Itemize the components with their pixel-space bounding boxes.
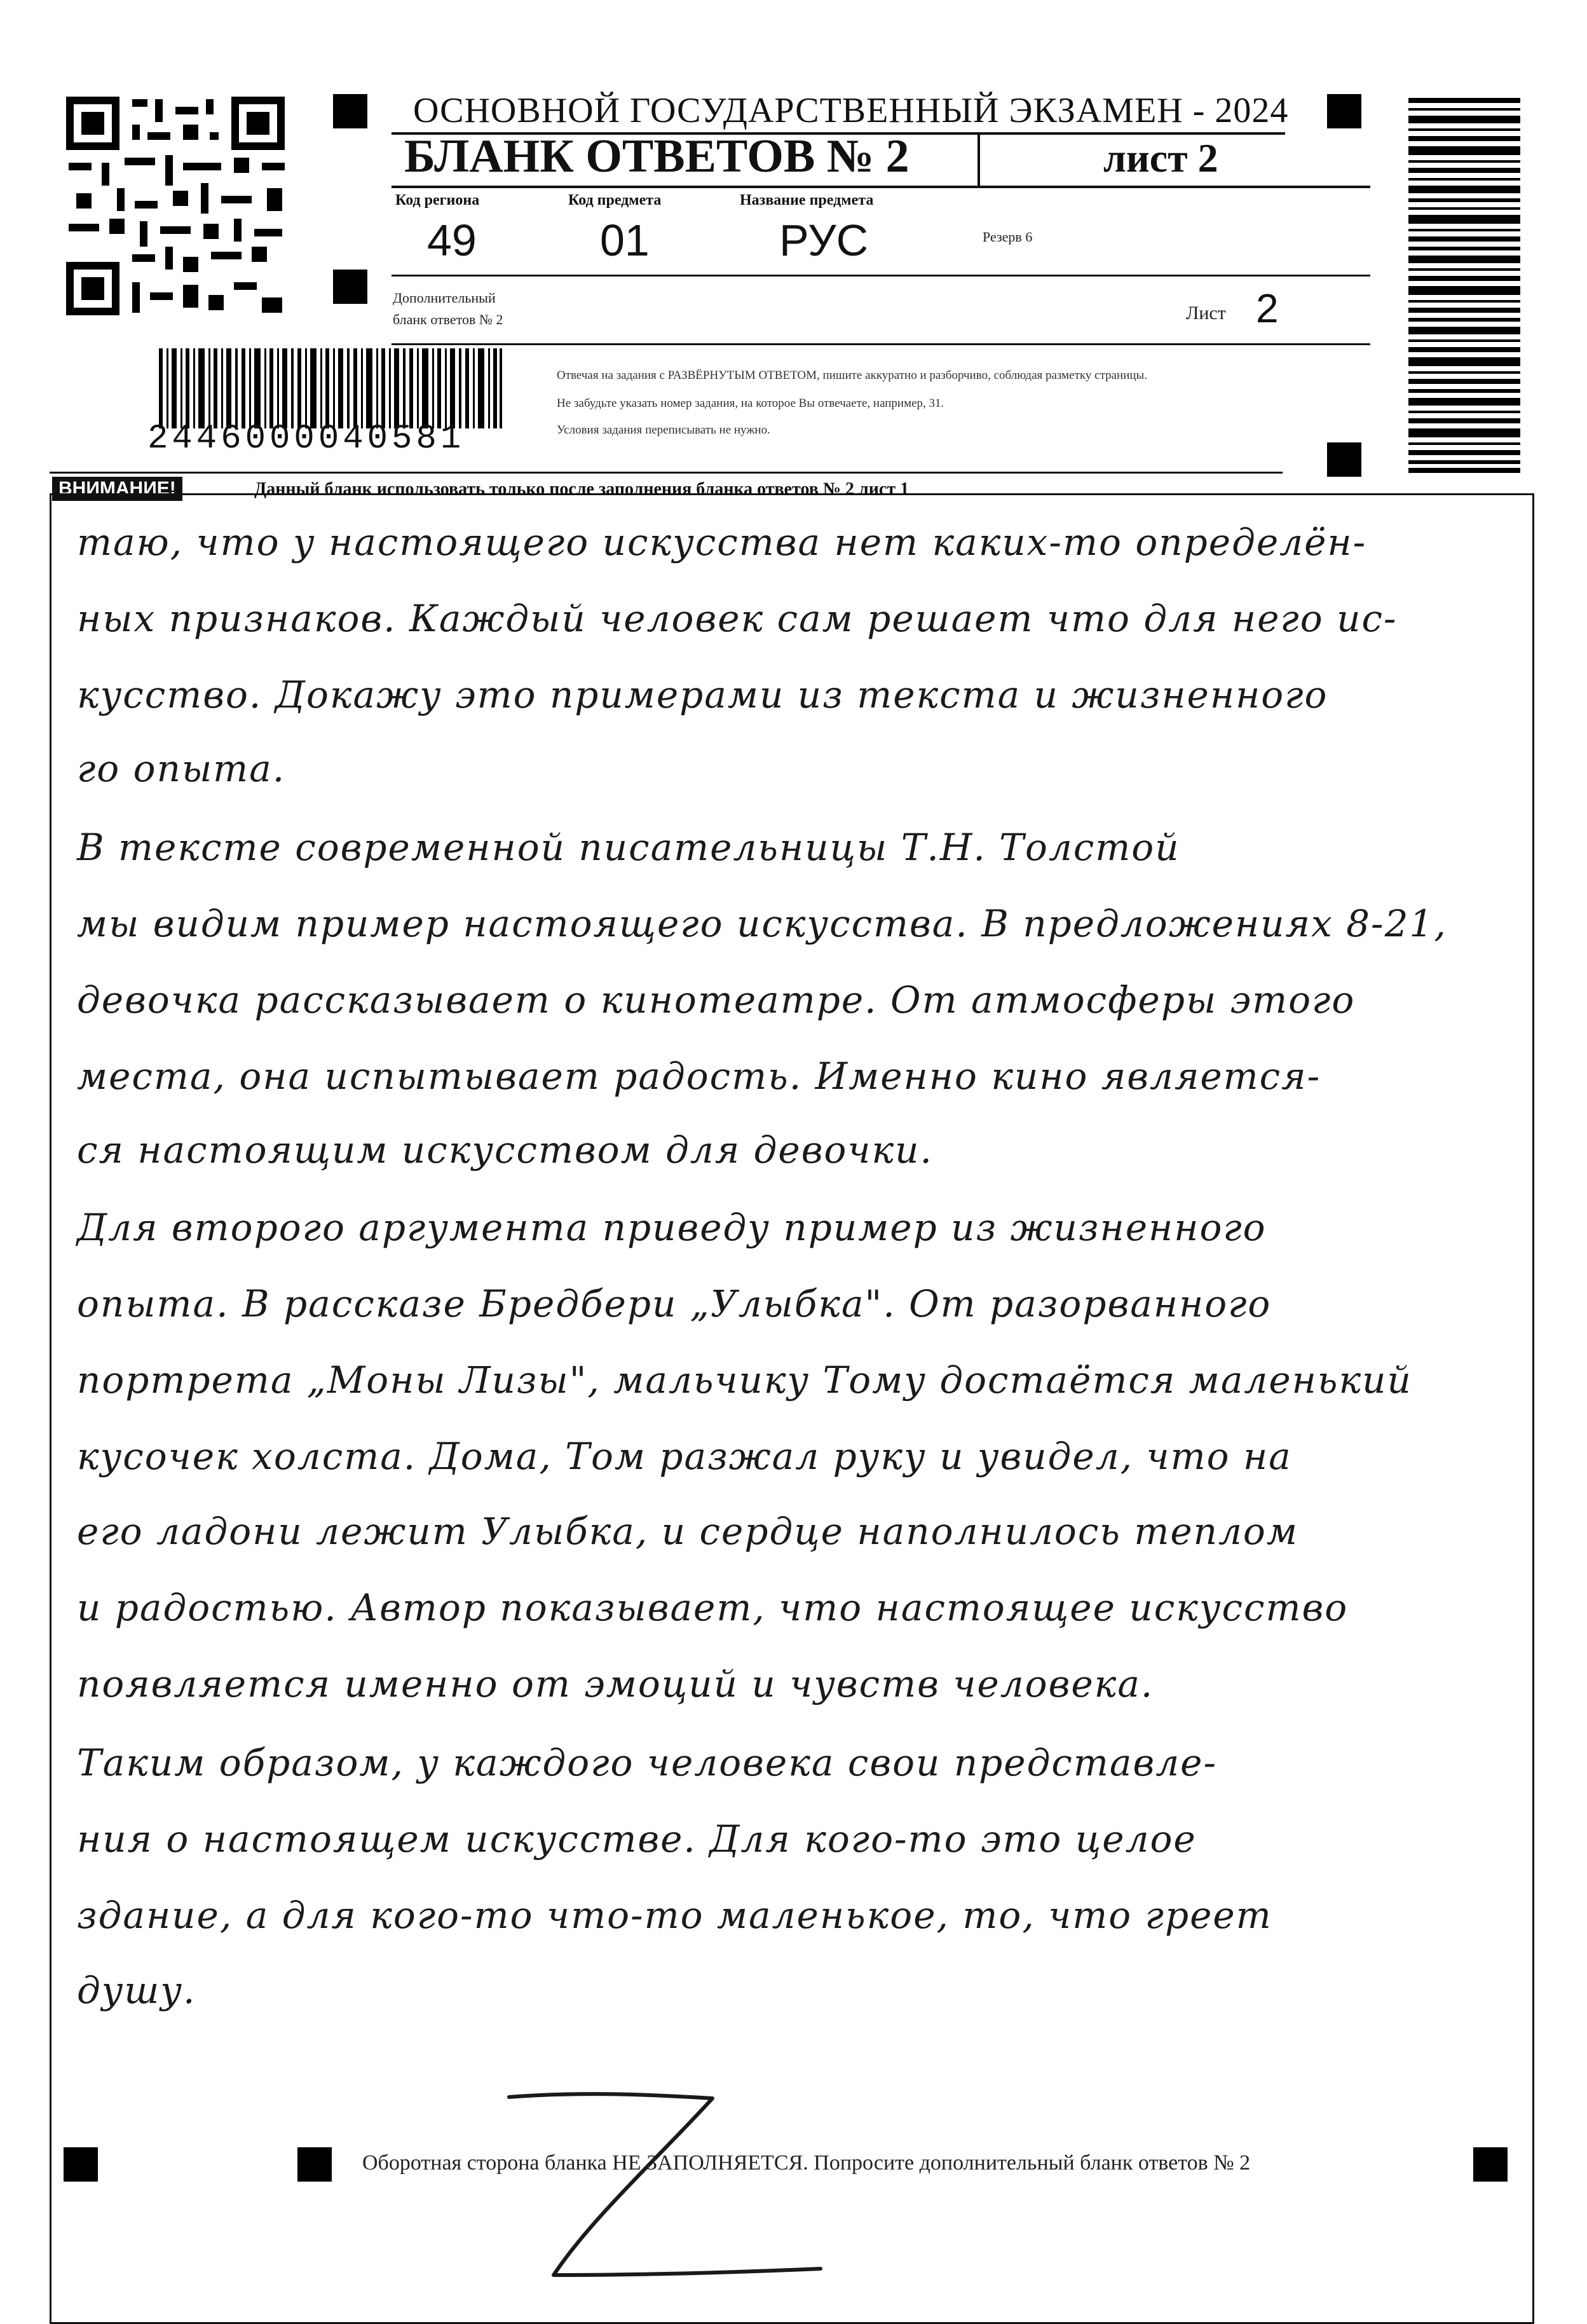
subject-code: 01 [600,215,650,265]
answer-line: портрета „Моны Лизы", мальчику Тому достаётся маленький [77,1358,1412,1402]
answer-line: здание, а для кого-то что-то маленькое, то, что греет [77,1894,1272,1937]
region-code-label: Код региона [395,192,480,208]
answer-line: душу. [77,1969,196,2012]
answer-line: и радостью. Автор показывает, что настоящее искусство [77,1586,1349,1629]
header-rule [392,186,1370,188]
answer-line: В тексте современной писательницы Т.Н. Толстой [77,826,1180,869]
answer-line: девочка рассказывает о кинотеатре. От атмосферы этого [77,978,1356,1022]
warning-text: Данный бланк использовать только после заполнения бланка ответов № 2 лист 1 [254,479,909,499]
additional-form-label: Дополнительный [393,290,496,306]
answer-line: опыта. В рассказе Бредбери „Улыбка". От разорванного [77,1282,1272,1325]
instruction-note: Не забудьте указать номер задания, на которое Вы отвечаете, например, 31. [557,397,944,410]
answer-line: Таким образом, у каждого человека свои представле- [77,1741,1218,1784]
answer-line: появляется именно от эмоций и чувств человека. [77,1662,1154,1705]
answer-line: ся настоящим искусством для девочки. [77,1128,933,1172]
sheet-number: 2 [1256,285,1279,331]
footer-note: Оборотная сторона бланка НЕ ЗАПОЛНЯЕТСЯ. Попросите дополнительный бланк ответов № 2 [362,2151,1251,2175]
subject-name: РУС [779,215,869,265]
qr-code-icon [64,94,287,318]
end-mark-icon [503,2084,833,2300]
answer-line: ных признаков. Каждый человек сам решает что для него ис- [77,597,1398,640]
reserve-label: Резерв 6 [983,229,1033,245]
header-rule-2 [392,275,1370,277]
answer-line: ния о настоящем искусстве. Для кого-то это целое [77,1817,1197,1861]
title-divider [977,135,980,187]
answer-line: таю, что у настоящего искусства нет каких-то определён- [77,521,1367,564]
registration-mark [1327,94,1361,128]
region-code: 49 [427,215,477,265]
form-title: БЛАНК ОТВЕТОВ № 2 [404,130,909,182]
subject-name-label: Название предмета [740,192,874,208]
answer-line: места, она испытывает радость. Именно кино является- [77,1055,1321,1098]
answer-line: его ладони лежит Улыбка, и сердце наполнилось теплом [77,1510,1298,1553]
answer-line: Для второго аргумента приведу пример из жизненного [77,1206,1267,1249]
registration-mark [333,94,367,128]
form-barcode-icon [159,348,502,428]
exam-title: ОСНОВНОЙ ГОСУДАРСТВЕННЫЙ ЭКЗАМЕН - 2024 [413,91,1289,130]
barcode-number: 2446000040581 [147,420,465,458]
subject-code-label: Код предмета [568,192,662,208]
side-barcode-icon [1408,98,1520,473]
answer-area [50,493,1534,2324]
registration-mark [333,270,367,304]
sheet-number-label: Лист [1186,303,1226,324]
warning-rule [50,472,1283,474]
instruction-note: Условия задания переписывать не нужно. [557,423,770,437]
answer-line: кусочек холста. Дома, Том разжал руку и увидел, что на [77,1435,1292,1478]
answer-line: го опыта. [77,747,286,790]
instruction-note: Отвечая на задания с РАЗВЁРНУТЫМ ОТВЕТОМ, пишите аккуратно и разборчиво, соблюдая разметку страницы. [557,369,1148,382]
sheet-title: лист 2 [1103,135,1218,181]
warning-badge: ВНИМАНИЕ! [52,477,182,501]
answer-line: мы видим пример настоящего искусства. В предложениях 8-21, [77,902,1447,945]
answer-line: кусство. Докажу это примерами из текста и жизненного [77,673,1328,716]
header-rule-3 [392,343,1370,345]
registration-mark [1327,442,1361,477]
additional-form-label-2: бланк ответов № 2 [393,311,503,327]
